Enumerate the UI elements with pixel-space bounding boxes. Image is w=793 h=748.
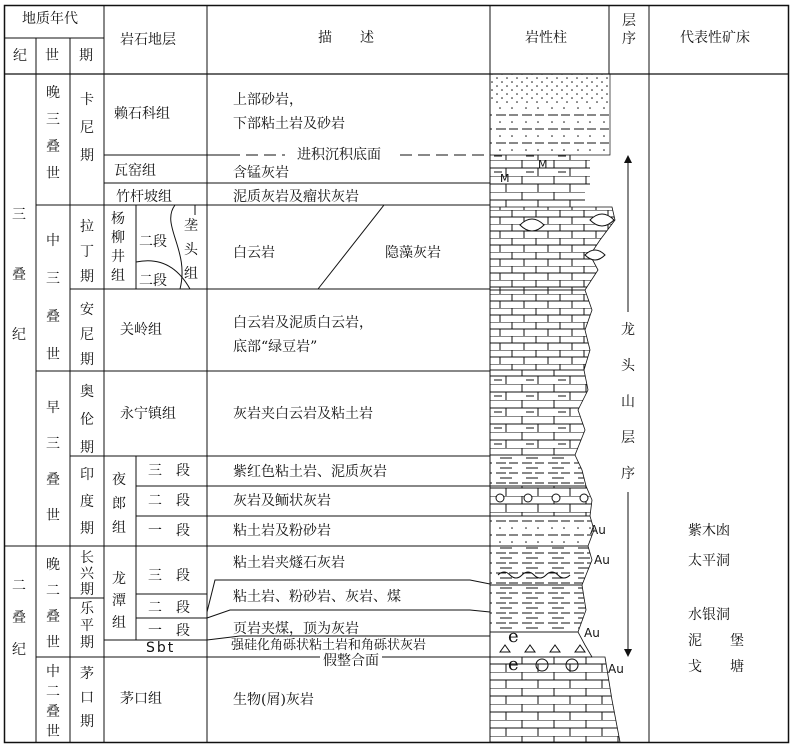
au-label: Au xyxy=(594,553,610,567)
epoch-middle-triassic: 中三叠世 xyxy=(46,233,60,363)
fm-zhuganpo: 竹杆坡组 xyxy=(116,189,172,205)
deposit-item: 太平洞 xyxy=(688,553,730,569)
desc-longtan2: 粘土岩、粉砂岩、灰岩、煤 xyxy=(233,589,401,605)
deposit-item: 戈 塘 xyxy=(688,659,744,675)
fm-longtan-s2: 二 段 xyxy=(148,600,190,616)
epoch-early-triassic: 早三叠世 xyxy=(46,400,60,524)
header-column: 岩性柱 xyxy=(525,30,567,46)
desc-guanling-2: 底部“绿豆岩” xyxy=(233,339,318,355)
fm-yelang-s2: 二 段 xyxy=(148,493,190,509)
fm-yelang-s3: 三 段 xyxy=(148,463,190,479)
svg-text:M: M xyxy=(500,172,510,185)
fm-guanling: 关岭组 xyxy=(120,322,162,338)
fm-longtan-s1: 一 段 xyxy=(148,623,190,639)
epoch-late-permian: 晚二叠世 xyxy=(46,557,60,651)
fm-yongningzhen: 永宁镇组 xyxy=(120,406,176,422)
period-triassic: 三叠纪 xyxy=(12,207,26,343)
deposit-item: 泥 堡 xyxy=(688,633,744,649)
stage-olenekian: 奥伦期 xyxy=(80,384,94,456)
svg-text:e: e xyxy=(508,626,519,647)
stage-anisian: 安尼期 xyxy=(80,302,94,368)
fm-longtan: 龙潭组 xyxy=(112,571,126,631)
au-label: Au xyxy=(590,523,606,537)
epoch-late-triassic: 晚三叠世 xyxy=(46,85,60,182)
desc-pseudo-conformity: 假整合面 xyxy=(320,653,382,669)
deposit-item: 紫木凼 xyxy=(688,523,730,539)
fm-yangliujing: 杨柳井组 xyxy=(111,211,125,284)
fm-yangliu-seg1: 二段 xyxy=(139,273,167,289)
header-strata: 岩石地层 xyxy=(120,32,176,48)
svg-text:e: e xyxy=(508,654,519,675)
fm-yelang: 夜郎组 xyxy=(112,472,126,536)
header-description: 描 述 xyxy=(318,30,374,46)
header-deposits: 代表性矿床 xyxy=(680,30,750,46)
desc-yelang3: 紫红色粘土岩、泥质灰岩 xyxy=(233,464,387,480)
stage-carnian: 卡尼期 xyxy=(80,92,94,164)
fm-yelang-s1: 一 段 xyxy=(148,523,190,539)
stage-changhsingian: 长兴期 xyxy=(80,550,94,598)
desc-wayao: 含锰灰岩 xyxy=(233,165,289,181)
desc-longtan3: 粘土岩夹燧石灰岩 xyxy=(233,555,345,571)
desc-dolomite: 白云岩 xyxy=(233,245,275,261)
desc-laishike-1: 上部砂岩， xyxy=(233,92,303,108)
fm-maokou: 茅口组 xyxy=(120,691,162,707)
fm-luotou: 垄头组 xyxy=(184,218,198,282)
header-stage: 期 xyxy=(79,48,93,64)
au-label: Au xyxy=(608,662,624,676)
stage-ladinian: 拉丁期 xyxy=(80,219,94,285)
header-sequence: 层序 xyxy=(622,13,636,47)
desc-yelang2: 灰岩及鲕状灰岩 xyxy=(233,493,331,509)
stage-maokou: 茅口期 xyxy=(80,666,94,730)
header-period: 纪 xyxy=(13,48,27,64)
desc-yongningzhen: 灰岩夹白云岩及粘土岩 xyxy=(233,406,373,422)
desc-sbt: 强硅化角砾状粘土岩和角砾状灰岩 xyxy=(231,638,427,653)
desc-maokou: 生物(屑)灰岩 xyxy=(233,692,314,708)
desc-zhuganpo: 泥质灰岩及瘤状灰岩 xyxy=(233,189,359,205)
desc-algal-limestone: 隐藻灰岩 xyxy=(385,245,441,261)
header-geo-age: 地质年代 xyxy=(22,11,78,27)
sequence-label: 龙头山层序 xyxy=(620,312,636,492)
svg-text:M: M xyxy=(538,158,548,171)
desc-transgression: 进积沉积底面 xyxy=(294,147,384,163)
desc-guanling-1: 白云岩及泥质白云岩， xyxy=(233,315,373,331)
epoch-middle-permian: 中二叠世 xyxy=(46,664,60,740)
au-label: Au xyxy=(584,626,600,640)
fm-yangliu-seg2: 二段 xyxy=(139,234,167,250)
fm-laishike: 赖石科组 xyxy=(114,106,170,122)
period-permian: 二叠纪 xyxy=(12,578,26,658)
fm-sbt: Sbt xyxy=(146,640,176,656)
fm-longtan-s3: 三 段 xyxy=(148,568,190,584)
desc-laishike-2: 下部粘土岩及砂岩 xyxy=(233,116,345,132)
desc-yelang1: 粘土岩及粉砂岩 xyxy=(233,523,331,539)
stage-induan: 印度期 xyxy=(80,467,94,537)
fm-wayao: 瓦窑组 xyxy=(114,163,156,179)
desc-longtan1: 页岩夹煤，顶为灰岩 xyxy=(233,621,359,637)
deposit-item: 水银洞 xyxy=(688,607,730,623)
header-epoch: 世 xyxy=(45,48,59,64)
stage-lopingian: 乐平期 xyxy=(80,601,94,651)
